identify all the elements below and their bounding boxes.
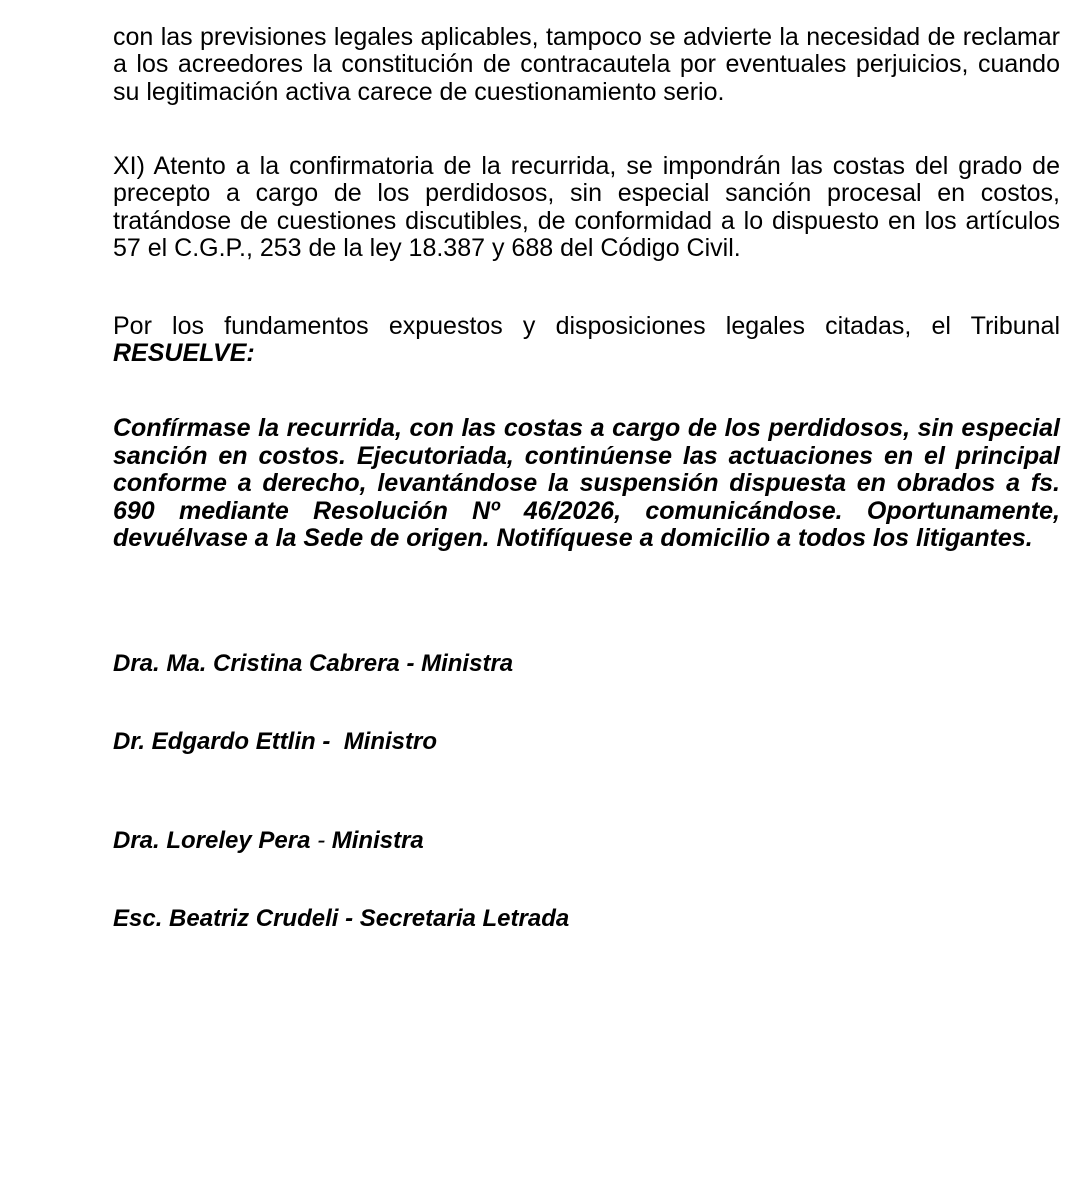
resuelve-heading: RESUELVE:	[113, 339, 255, 368]
resolution-text: Confírmase la recurrida, con las costas a cargo de los perdidosos, sin especial sanción en costos. Ejecutoriada, continúense las actuaciones en el principal conforme a derecho, levantándose la suspensión dispuesta en obrados a fs. 690 mediante Resolución Nº 46/2026, comunicándose. Oportunamente, devuélvase a la Sede de origen. Notifíquese a domicilio a todos los litigantes.	[113, 414, 1060, 552]
paragraph-legal-provisions	[113, 24, 1060, 106]
signature-separator: -	[315, 728, 344, 755]
signature-name: Esc. Beatriz Crudeli	[113, 905, 339, 932]
signature-line	[113, 650, 513, 678]
intro-text: Por los fundamentos expuestos y disposiciones legales citadas, el Tribunal	[113, 312, 1060, 340]
signature-name: Dr. Edgardo Ettlin	[113, 728, 316, 755]
signature-name: Dra. Ma. Cristina Cabrera	[113, 650, 400, 677]
signature-separator: -	[399, 650, 422, 677]
signature-role: Ministra	[331, 827, 424, 854]
paragraph-text: con las previsiones legales aplicables, tampoco se advierte la necesidad de reclamar a los acreedores la constitución de contracautela por eventuales perjuicios, cuando su legitimación activa carece de cuestionamiento serio.	[113, 23, 1060, 106]
paragraph-text	[113, 313, 1060, 368]
signature-role: Ministra	[421, 650, 514, 677]
paragraph-resolves-intro	[113, 313, 1060, 368]
signature-role: Ministro	[343, 728, 438, 755]
paragraph-costs	[113, 153, 1060, 262]
signature-separator: -	[310, 827, 332, 854]
paragraph-text: XI) Atento a la confirmatoria de la recurrida, se impondrán las costas del grado de precepto a cargo de los perdidosos, sin especial sanción procesal en costos, tratándose de cuestiones discutibles, de conformidad a lo dispuesto en los artículos 57 el C.G.P., 253 de la ley 18.387 y 688 del Código Civil.	[113, 152, 1060, 262]
signature-line	[113, 827, 424, 855]
signature-line	[113, 728, 437, 756]
signature-role: Secretaria Letrada	[359, 905, 570, 932]
signature-line	[113, 905, 569, 933]
resolution-block	[113, 415, 1060, 553]
signature-name: Dra. Loreley Pera	[113, 827, 311, 854]
signature-separator: -	[338, 905, 360, 932]
